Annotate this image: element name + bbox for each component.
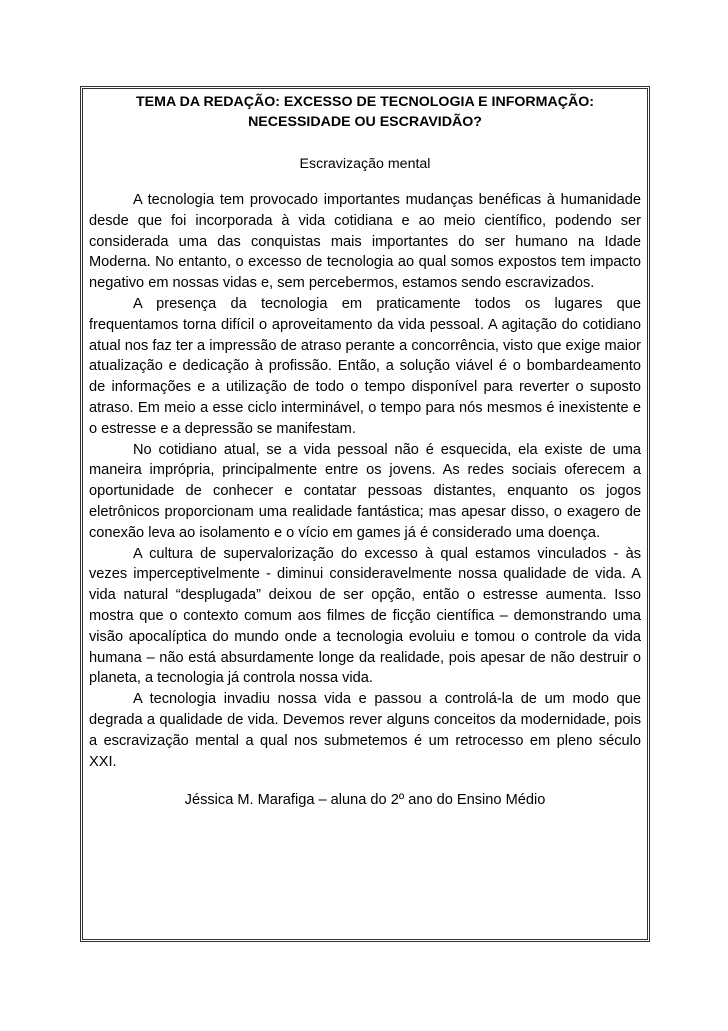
essay-title-line-2: NECESSIDADE OU ESCRAVIDÃO?	[248, 114, 482, 130]
paragraph-3: No cotidiano atual, se a vida pessoal não é esquecida, ela existe de uma maneira imprópria, principalmente entre os jovens. As redes sociais oferecem a oportunidade de conhecer e contatar pessoas distantes, enquanto os jogos eletrônicos proporcionam uma realidade fantástica; mas apesar disso, o exagero de conexão leva ao isolamento e o vício em games já é considerado uma doença.	[89, 441, 641, 541]
essay-content	[89, 92, 641, 810]
paragraph-1: A tecnologia tem provocado importantes mudanças benéficas à humanidade desde que foi incorporada à vida cotidiana e ao meio científico, podendo ser considerada uma das conquistas mais importantes do ser humano na Idade Moderna. No entanto, o excesso de tecnologia ao qual somos expostos tem impacto negativo em nossas vidas e, sem percebermos, estamos sendo escravizados.	[89, 192, 641, 292]
essay-title-line-1: TEMA DA REDAÇÃO: EXCESSO DE TECNOLOGIA E INFORMAÇÃO:	[136, 94, 594, 110]
author-signature: Jéssica M. Marafiga – aluna do 2º ano do Ensino Médio	[184, 792, 546, 809]
paragraph-5: A tecnologia invadiu nossa vida e passou a controlá-la de um modo que degrada a qualidade de vida. Devemos rever alguns conceitos da modernidade, pois a escravização mental a qual nos submetemos é um retrocesso em pleno século XXI.	[89, 691, 641, 770]
paragraph-2: A presença da tecnologia em praticamente todos os lugares que frequentamos torna difícil o aproveitamento da vida pessoal. A agitação do cotidiano atual nos faz ter a impressão de atraso perante a concorrência, visto que exige maior atualização e dedicação à profissão. Então, a solução viável é o bombardeamento de informações e a utilização de todo o tempo disponível para reverter o suposto atraso. Em meio a esse ciclo interminável, o tempo para nós mesmos é inexistente e o estresse e a depressão se manifestam.	[89, 295, 641, 437]
essay-subtitle: Escravização mental	[299, 156, 431, 172]
paragraph-4: A cultura de supervalorização do excesso à qual estamos vinculados - às vezes imperceptivelmente - diminui consideravelmente nossa qualidade de vida. A vida natural “desplugada” deixou de ser opção, então o estresse aumenta. Isso mostra que o contexto comum aos filmes de ficção científica – demonstrando uma visão apocalíptica do mundo onde a tecnologia evoluiu e tomou o controle da vida humana – não está absurdamente longe da realidade, pois apesar de não destruir o planeta, a tecnologia já controla nossa vida.	[89, 545, 641, 687]
essay-title	[89, 92, 641, 132]
